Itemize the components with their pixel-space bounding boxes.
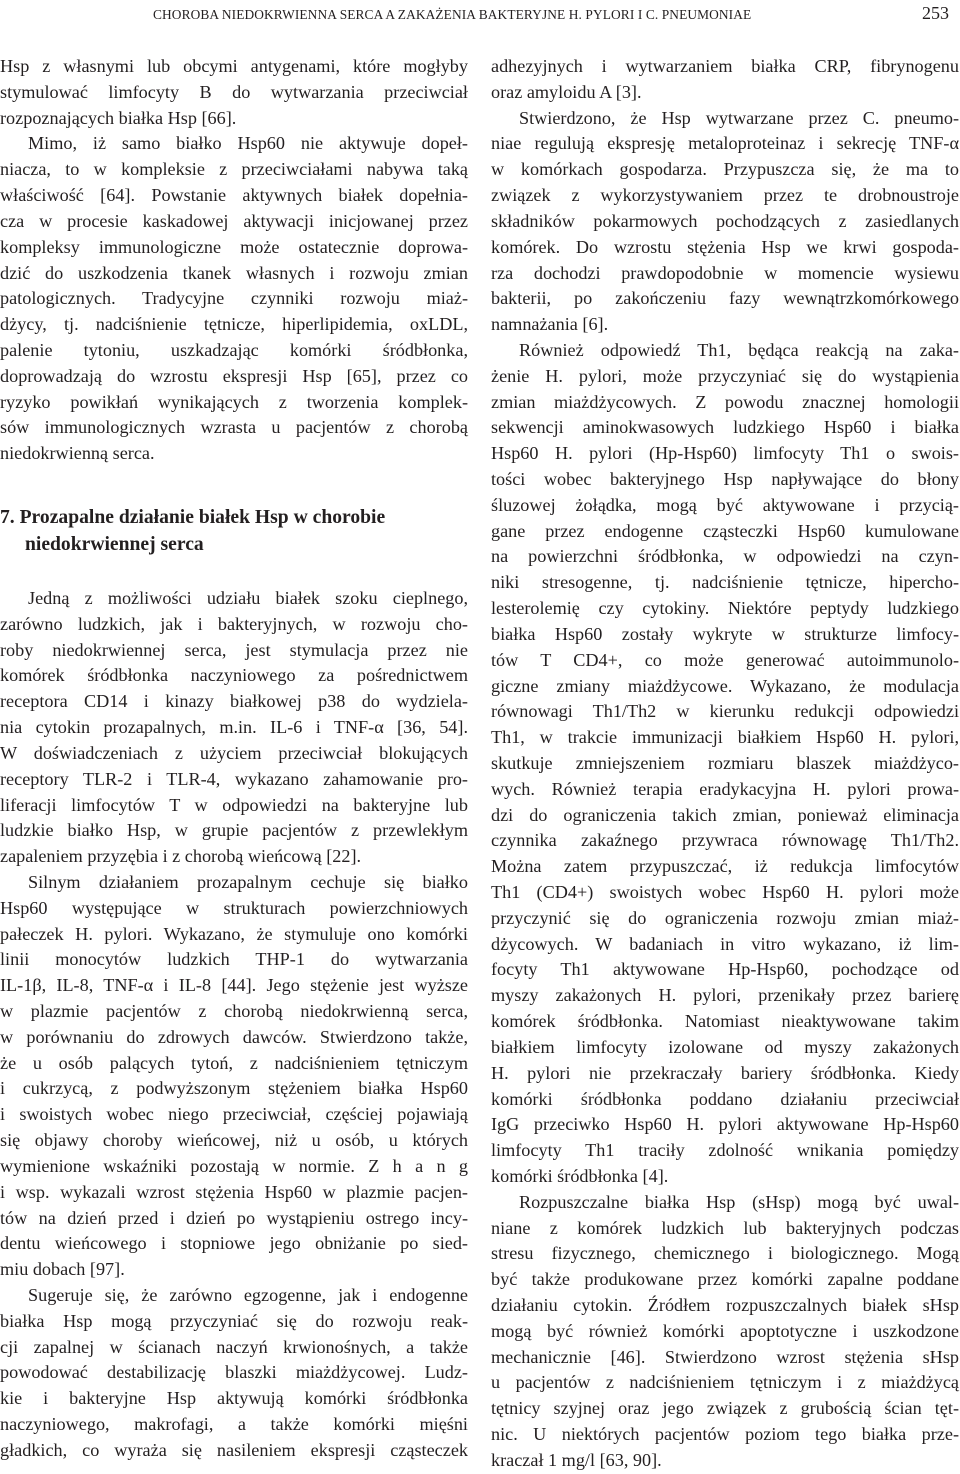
spacer [0,558,468,586]
text-line: lesterolemię czy cytokiny. Niektóre peptydy ludzkiego [491,598,959,619]
text-line: i cukrzycą, z podwyższonym stężeniem białka Hsp60 [0,1078,468,1099]
text-line: Rozpuszczalne białka Hsp (sHsp) mogą być uwal- [519,1191,959,1212]
text-line: białka Hsp mogą przyczyniać się do rozwoju reak- [0,1310,468,1331]
text-line: zapaleniem przyzębia i z chorobą wieńcową [22]. [0,846,362,867]
text-line: adhezyjnych i wytwarzaniem białka CRP, fibrynogenu [491,56,959,76]
text-line: kie i bakteryjne Hsp aktywują komórki śródbłonka [0,1388,468,1409]
text-line: IgG przeciwko Hsp60 H. pylori aktywowane Hp-Hsp60 [491,1114,959,1135]
text-line: dzi do ograniczenia takich zmian, ponieważ eliminacja [491,804,959,825]
text-line: skutkuje zmniejszeniem rozmiaru blaszek miażdżyco- [491,752,959,773]
text-line: dżycy, tj. nadciśnienie tętnicze, hiperlipidemia, oxLDL, [0,314,468,335]
text-line: komórki śródbłonka [4]. [491,1165,669,1186]
text-line: rza dochodzi prawdopodobnie w momencie wysiewu [491,262,959,283]
text-line: w plazmie pacjentów z chorobą niedokrwienną serca, [0,1001,468,1021]
left-column [0,54,468,1464]
text-line: śluzowej żołądka, mogą być aktywowane i przycią- [491,494,959,515]
text-line: Th1, w trakcie immunizacji białkiem Hsp60 H. pylori, [491,727,959,748]
text-line: że u osób palących tytoń, z nadciśnieniem tętniczym [0,1052,468,1073]
text-line: związek z wykorzystywaniem przez te drobnoustroje [491,185,959,206]
text-line: stymulować limfocyty B do wytwarzania przeciwciał [0,81,468,102]
paragraph [491,338,959,1190]
text-line: stresu fizycznego, chemicznego i biologicznego. Mogą [491,1243,959,1264]
text-line: niedokrwienną serca. [0,443,155,464]
text-line: wych. Również terapia eradykacyjna H. pylori prowa- [491,778,959,799]
text-line: cza w procesie kaskadowej aktywacji inicjowanej przez [0,210,468,231]
text-line: receptory TLR-2 i TLR-4, wykazano zahamowanie pro- [0,768,468,789]
paragraph [0,870,468,1283]
text-line: ryzyko powikłań wynikających z tworzenia komplek- [0,391,468,412]
text-line: pałeczek H. pylori. Wykazano, że stymuluje ono komórki [0,923,468,944]
text-line: Sugeruje się, że zarówno egzogenne, jak i endogenne [28,1284,468,1305]
text-line: w komórkach gospodarza. Przypuszcza się, że ma to [491,159,959,180]
text-line: tości wobec bakteryjnego Hsp napływające do błony [491,469,959,489]
text-line: Stwierdzono, że Hsp wytwarzane przez C. pneumo- [519,107,959,128]
text-line: niane z komórek ludzkich lub bakteryjnych podczas [491,1217,959,1238]
text-line: na powierzchni śródbłonka, w odpowiedzi na czyn- [491,546,959,567]
text-line: Silnym działaniem prozapalnym cechuje się białko [28,871,468,892]
text-line: tętnicy szyjnej oraz jego związek z grubością ścian tęt- [491,1398,959,1419]
text-line: zarówno ludzkich, jak i bakteryjnych, w rozwoju cho- [0,613,468,634]
running-head: CHOROBA NIEDOKRWIENNA SERCA A ZAKAŻENIA BAKTERYJNE H. PYLORI I C. PNEUMONIAE [153,7,752,22]
section-heading [0,505,468,558]
text-line: oraz amyloidu A [3]. [491,81,642,102]
text-line: właściwość [64]. Powstanie aktywnych białek dopełnia- [0,185,468,206]
text-line: sekwencji aminokwasowych ludzkiego Hsp60 i białka [491,417,959,438]
text-line: i wsp. wykazali wzrost stężenia Hsp60 w plazmie pacjen- [0,1181,468,1202]
text-line: Hsp60 H. pylori (Hp-Hsp60) limfocyty Th1 o swois- [491,443,959,464]
text-line: ludzkie białko Hsp, w grupie pacjentów z przewlekłym [0,820,468,841]
text-line: niacza, to w kompleksie z przeciwciałami nabywa taką [0,159,468,180]
text-line: sów immunologicznych wzrasta u pacjentów z chorobą [0,417,468,438]
text-line: powodować destabilizację blaszki miażdżycowej. Ludz- [0,1362,468,1383]
section-heading-line: niedokrwiennej serca [25,533,204,555]
text-line: w porównaniu do zdrowych dawców. Stwierdzono także, [0,1026,468,1047]
text-line: kompleksy immunologiczne może ostatecznie doprowa- [0,236,468,257]
text-line: myszy zakażonych H. pylori, przenikały przez barierę [491,985,959,1006]
text-line: cji zapalnej w ścianach naczyń krwionośnych, a także [0,1336,468,1357]
text-line: Hsp z własnymi lub obcymi antygenami, które mogłyby [0,56,468,76]
text-line: niae regulują ekspresję metaloproteinaz i sekrecję TNF-α [491,133,959,154]
text-line: komórek śródbłonka. Natomiast nieaktywowane takim [491,1011,959,1032]
text-line: komórek. Do wzrostu stężenia Hsp we krwi gospoda- [491,236,959,257]
text-line: gane przez endogenne cząsteczki Hsp60 kumulowane [491,520,959,541]
text-line: naczyniowego, makrofagi, a także komórki mięśni [0,1414,468,1434]
page-number: 253 [922,3,949,23]
text-line: H. pylori nie przekraczały bariery śródbłonka. Kiedy [491,1062,959,1083]
text-line: doprowadzają do wzrostu ekspresji Hsp [65], przez co [0,365,468,386]
text-line: W doświadczeniach z użyciem przeciwciał blokujących [0,742,468,763]
text-line: limfocyty Th1 traciły zdolność wnikania pomiędzy [491,1140,959,1161]
text-line: gładkich, co wyraża się nasileniem ekspresji cząsteczek [0,1439,468,1460]
paragraph [0,586,468,870]
text-line: nia cytokin prozapalnych, m.in. IL-6 i TNF-α [36, 54]. [0,717,468,738]
text-line: dzić do uszkodzenia tkanek własnych i rozwoju zmian [0,262,468,283]
text-line: składników pokarmowych pochodzących z zasiedlanych [491,210,959,231]
text-line: receptora CD14 i kinazy białkowej p38 do wydziela- [0,691,468,712]
text-line: linii monocytów ludzkich THP-1 do wytwarzania [0,949,468,970]
text-line: kraczał 1 mg/l [63, 90]. [491,1449,662,1470]
text-line: żenie H. pylori, może przyczyniać się do wystąpienia [491,365,959,386]
text-line: wymienione wskaźniki pozostają w normie. Z h a n g [0,1155,468,1176]
section-heading-line: 7. Prozapalne działanie białek Hsp w chorobie [0,507,386,528]
text-line: focyty Th1 aktywowane Hp-Hsp60, pochodzące od [491,959,959,980]
paragraph [0,54,468,131]
text-line: dentu wieńcowego i stopniowe jego obniżanie po sied- [0,1233,468,1254]
right-column [491,54,959,1474]
paragraph [0,131,468,467]
text-line: Th1 (CD4+) swoistych wobec Hsp60 H. pylori może [491,882,959,902]
text-line: Hsp60 występujące w strukturach powierzchniowych [0,897,468,918]
paragraph [491,106,959,338]
text-line: Mimo, iż samo białko Hsp60 nie aktywuje dopeł- [28,133,468,154]
paragraph [491,1190,959,1474]
text-line: i swoistych wobec niego przeciwciał, częściej pojawiają [0,1104,468,1125]
text-line: tów T CD4+, co może generować autoimmunolo- [491,649,959,670]
paragraph [0,1283,468,1464]
text-line: niki stresogenne, tj. nadciśnienie tętnicze, hipercho- [491,572,959,593]
text-line: rozpoznających białka Hsp [66]. [0,107,237,128]
text-line: IL-1β, IL-8, TNF-α i IL-8 [44]. Jego stężenie jest wyższe [0,975,468,996]
text-line: mogą być również komórki apoptotyczne i uszkodzone [491,1320,959,1341]
text-line: mechanicznie [46]. Stwierdzono wzrost stężenia sHsp [491,1346,959,1367]
text-line: nic. U niektórych pacjentów poziom tego białka prze- [491,1424,959,1445]
text-line: giczne zmiany miażdżycowe. Wykazano, że modulacja [491,675,959,696]
text-line: palenie tytoniu, uszkadzając komórki śródbłonka, [0,339,468,360]
text-line: tów na dzień przed i dzień po wystąpieniu ostrego incy- [0,1207,468,1228]
text-line: dżycowych. W badaniach in vitro wykazano, iż lim- [491,933,959,954]
text-line: Jedną z możliwości udziału białek szoku cieplnego, [28,588,468,608]
page-header [0,3,960,27]
text-line: patologicznych. Tradycyjne czynniki rozwoju miaż- [0,288,468,309]
text-line: u pacjentów z nadciśnieniem tętniczym i z miażdżycą [491,1372,959,1393]
text-line: zmian miażdżycowych. Z powodu znacznej homologii [491,391,959,412]
text-line: białka Hsp60 zostały wykryte w strukturze limfocy- [491,623,959,644]
paragraph [491,54,959,106]
text-line: bakterii, po zakończeniu fazy wewnątrzkomórkowego [491,288,959,309]
text-line: równowagi Th1/Th2 w kierunku redukcji odpowiedzi [491,701,959,722]
text-line: być także produkowane przez komórki zapalne poddane [491,1269,959,1290]
text-line: miu dobach [97]. [0,1259,125,1280]
text-line: Również odpowiedź Th1, będąca reakcją na zaka- [519,339,959,360]
text-line: czynnika zakaźnego przywraca równowagę Th1/Th2. [491,830,959,851]
text-line: białkiem limfocyty izolowane od myszy zakażonych [491,1036,959,1057]
text-line: komórki śródbłonka poddano działaniu przeciwciał [491,1088,959,1109]
text-line: roby niedokrwiennej serca, jest stymulacja przez nie [0,639,468,660]
text-line: liferacji limfocytów T w odpowiedzi na bakteryjne lub [0,794,468,815]
text-line: przyczynić się do ograniczenia rozwoju zmian miaż- [491,907,959,928]
spacer [0,467,468,505]
text-line: namnażania [6]. [491,314,609,335]
text-line: komórek śródbłonka naczyniowego za pośrednictwem [0,665,468,686]
text-line: się objawy choroby wieńcowej, niż u osób, u których [0,1130,468,1151]
text-line: Można zatem przypuszczać, iż redukcja limfocytów [491,856,959,877]
text-line: działaniu cytokin. Źródłem rozpuszczalnych białek sHsp [491,1295,959,1315]
